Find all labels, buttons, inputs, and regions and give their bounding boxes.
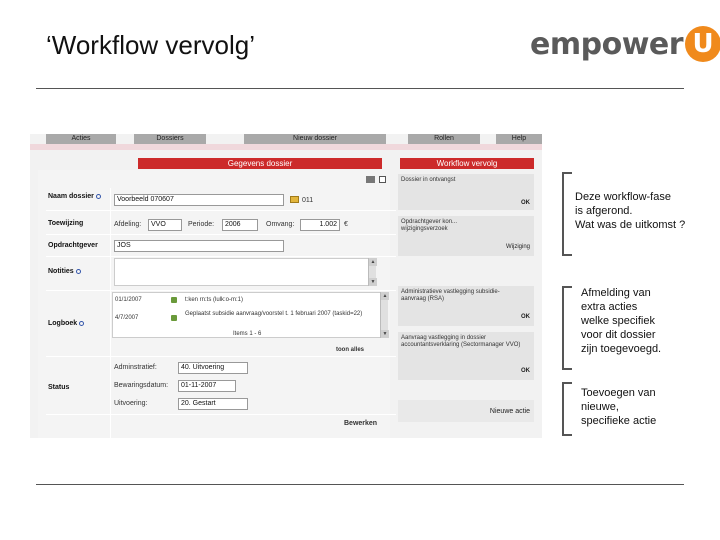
uitvoering-input[interactable]: 20. Gestart: [178, 398, 248, 410]
uitvoering-label: Uitvoering:: [114, 400, 148, 407]
column-divider: [110, 188, 111, 438]
empower-logo: [530, 26, 720, 62]
workflow-step-title: Opdrachtgever kon... wijzigingsverzoek: [401, 219, 458, 232]
nav-tab-dossiers[interactable]: Dossiers: [134, 134, 206, 144]
bewaringsdatum-input[interactable]: 01-11-2007: [178, 380, 236, 392]
omvang-input[interactable]: 1.002: [300, 219, 340, 231]
workflow-step-title: Dossier in ontvangst: [401, 177, 456, 183]
row-separator: [46, 256, 396, 257]
naam-dossier-input[interactable]: Voorbeeld 070607: [114, 194, 284, 206]
notities-label-text: Notities: [48, 268, 74, 275]
workflow-step-ok-button[interactable]: OK: [521, 368, 530, 374]
scroll-up-icon[interactable]: ▲: [382, 293, 388, 299]
status-label: Status: [48, 384, 70, 391]
naam-dossier-label: [48, 192, 108, 201]
bewerken-button[interactable]: Bewerken: [344, 420, 378, 427]
workflow-step-title: Administratieve vastlegging subsidie- aanvraag (RSA): [401, 289, 500, 302]
logboek-label-text: Logboek: [48, 320, 78, 327]
opdrachtgever-label: Opdrachtgever: [48, 242, 98, 249]
annotation-new-action: Toevoegen van nieuwe, specifieke actie: [581, 387, 657, 427]
dossier-app: [30, 134, 542, 438]
workflow-step-wijziging-button[interactable]: Wijziging: [505, 244, 530, 250]
annotation-completed-phase: Deze workflow-fase is afgerond. Wat was de uitkomst ?: [575, 191, 686, 231]
opdrachtgever-input[interactable]: JOS: [114, 240, 284, 252]
logboek-list: [112, 292, 388, 338]
annotation-bracket: [562, 382, 572, 436]
info-icon[interactable]: [96, 194, 101, 199]
nieuwe-actie-button[interactable]: Nieuwe actie: [489, 408, 530, 415]
logo-text: empower: [530, 26, 684, 62]
workflow-step: [398, 216, 534, 256]
omvang-label: Omvang:: [266, 221, 295, 228]
workflow-step-ok-button[interactable]: OK: [521, 314, 530, 320]
notities-label: [48, 268, 81, 275]
row-separator: [46, 234, 396, 235]
log-entry-icon: [171, 297, 177, 303]
slide-title: ‘Workflow vervolg’: [46, 30, 256, 60]
info-icon[interactable]: [76, 269, 81, 274]
bottom-divider: [36, 484, 684, 485]
workflow-header: Workflow vervolg: [400, 158, 534, 169]
scroll-down-icon[interactable]: ▼: [382, 331, 388, 337]
row-separator: [46, 356, 396, 357]
notities-scrollbar[interactable]: [368, 258, 376, 286]
workflow-new-action: [398, 400, 534, 422]
folder-icon[interactable]: [290, 196, 299, 203]
form-header: Gegevens dossier: [138, 158, 382, 169]
nav-tab-rollen[interactable]: Rollen: [408, 134, 480, 144]
row-separator: [46, 210, 396, 211]
naam-suffix: 011: [302, 197, 314, 204]
items-count: Items 1 - 6: [233, 331, 262, 337]
row-separator: [46, 414, 396, 415]
workflow-step: [398, 332, 534, 380]
afdeling-label: Afdeling:: [114, 221, 142, 228]
workflow-step: [398, 286, 534, 326]
nav-tab-acties[interactable]: Acties: [46, 134, 116, 144]
bewaringsdatum-label: Bewaringsdatum:: [114, 382, 169, 389]
afdeling-input[interactable]: VVO: [148, 219, 182, 231]
print-icon[interactable]: [366, 176, 375, 183]
logboek-scrollbar[interactable]: [380, 292, 388, 338]
info-icon[interactable]: [79, 321, 84, 326]
log-entry-text[interactable]: t:ken rn:ts (lulk:o-m:1): [185, 297, 244, 303]
workflow-step: [398, 174, 534, 210]
annotation-extra-actions: Afmelding van extra acties welke specifiek voor dit dossier zijn toegevoegd.: [581, 287, 662, 355]
dossier-form: [38, 170, 390, 438]
naam-dossier-label-text: Naam dossier: [48, 193, 94, 200]
checkbox-icon[interactable]: [379, 176, 386, 183]
logo-mark: U: [685, 26, 720, 62]
annotation-bracket: [562, 172, 572, 256]
nav-tab-nieuw-dossier[interactable]: Nieuw dossier: [244, 134, 386, 144]
log-entry-icon: [171, 315, 177, 321]
adminstratief-input[interactable]: 40. Uitvoering: [178, 362, 248, 374]
periode-label: Periode:: [188, 221, 215, 228]
euro-sign: €: [344, 221, 348, 228]
toewijzing-label: Toewijzing: [48, 220, 84, 227]
workflow-step-title: Aanvraag vastlegging in dossier accountantsverklaring (Sectormanager VVO): [401, 335, 521, 348]
top-navigation: [46, 134, 542, 144]
top-divider: [36, 88, 684, 89]
row-separator: [46, 290, 396, 291]
log-entry-date: 4/7/2007: [115, 315, 139, 321]
periode-input[interactable]: 2006: [222, 219, 258, 231]
notities-textarea[interactable]: [114, 258, 376, 286]
annotation-bracket: [562, 286, 572, 370]
scroll-down-icon[interactable]: ▼: [370, 279, 376, 285]
nav-strip: [30, 144, 542, 150]
toon-alles-link[interactable]: toon alles: [336, 347, 365, 353]
adminstratief-label: Adminstratief:: [114, 364, 157, 371]
scroll-up-icon[interactable]: ▲: [370, 259, 376, 265]
logboek-label: [48, 320, 84, 327]
log-entry-date: 01/1/2007: [115, 297, 142, 303]
workflow-step-ok-button[interactable]: OK: [521, 200, 530, 206]
nav-tab-help[interactable]: Help: [496, 134, 542, 144]
log-entry-text[interactable]: Geplaatst subsidie aanvraag/voorstel t. 1 februari 2007 (taskid=22): [185, 311, 363, 317]
workflow-panel: [398, 158, 534, 438]
